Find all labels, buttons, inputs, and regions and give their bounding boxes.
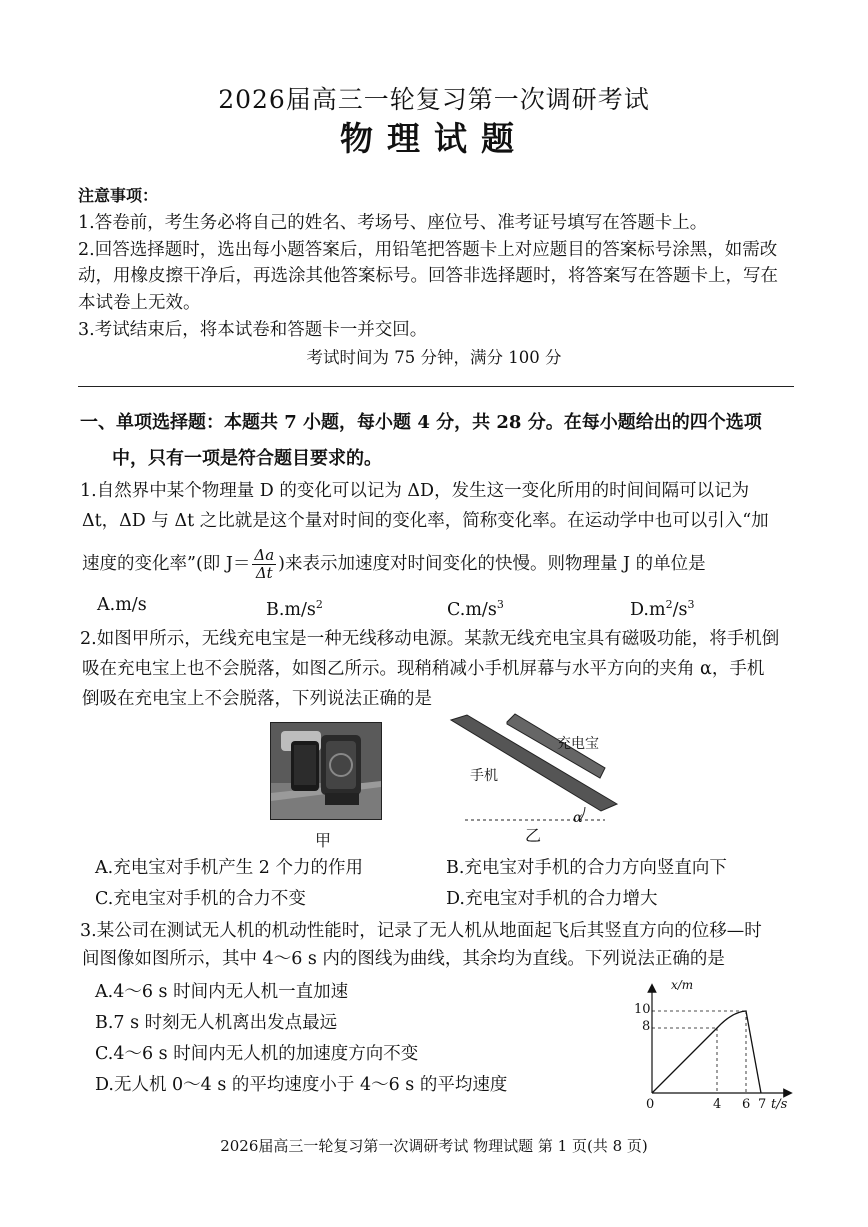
q1-option-b <box>266 592 323 623</box>
q1-option-d-mid: /s <box>672 599 688 620</box>
note-item-3: 3.考试结束后，将本试卷和答题卡一并交回。 <box>78 320 428 340</box>
figure-yi-caption: 乙 <box>525 826 542 845</box>
q3-option-b: B.7 s 时刻无人机离出发点最远 <box>95 1013 338 1033</box>
fraction-denominator: Δt <box>255 564 273 582</box>
figure-jia-photo <box>270 722 382 820</box>
q1-option-a: A.m/s <box>97 595 147 615</box>
q3-line-2: 间图像如图所示，其中 4～6 s 内的图线为曲线，其余均为直线。下列说法正确的是 <box>82 949 725 969</box>
q2-line-2: 吸在充电宝上也不会脱落，如图乙所示。现稍稍减小手机屏幕与水平方向的夹角 α，手机 <box>82 659 765 679</box>
graph-x-label: t/s <box>771 1097 788 1112</box>
q1-option-c-text: C.m/s <box>447 599 497 620</box>
q1-line-1: 1.自然界中某个物理量 D 的变化可以记为 ΔD，发生这一变化所用的时间间隔可以记为 <box>80 481 750 501</box>
q2-line-3: 倒吸在充电宝上不会脱落，下列说法正确的是 <box>82 689 432 709</box>
graph-x-tick-4: 4 <box>713 1097 722 1112</box>
page-footer: 2026届高三一轮复习第一次调研考试 物理试题 第 1 页(共 8 页) <box>220 1137 648 1155</box>
notes-heading: 注意事项： <box>78 186 159 205</box>
q3-line-1: 3.某公司在测试无人机的机动性能时，记录了无人机从地面起飞后其竖直方向的位移—时 <box>80 921 762 941</box>
displacement-curve <box>652 1011 761 1093</box>
q1-option-b-exponent: 2 <box>315 598 323 611</box>
q1-option-c <box>447 592 504 623</box>
q2-option-c: C.充电宝对手机的合力不变 <box>95 889 306 909</box>
q2-option-b: B.充电宝对手机的合力方向竖直向下 <box>446 858 727 878</box>
section-heading-line-2: 中，只有一项是符合题目要求的。 <box>112 448 382 469</box>
graph-y-tick-8: 8 <box>642 1019 651 1034</box>
note-item-1: 1.答卷前，考生务必将自己的姓名、考场号、座位号、准考证号填写在答题卡上。 <box>78 213 708 233</box>
q1-option-b-text: B.m/s <box>266 599 316 620</box>
graph-x-tick-6: 6 <box>742 1097 751 1112</box>
figure-jia-caption: 甲 <box>315 831 332 850</box>
q2-option-d: D.充电宝对手机的合力增大 <box>446 889 658 909</box>
q1-option-d-text: D.m <box>630 599 666 620</box>
section-heading-line-1: 一、单项选择题：本题共 7 小题，每小题 4 分，共 28 分。在每小题给出的四个选项 <box>80 412 762 433</box>
q3-option-c: C.4～6 s 时间内无人机的加速度方向不变 <box>95 1044 419 1064</box>
graph-y-label: x/m <box>671 978 694 992</box>
q1-line-3 <box>82 547 706 582</box>
fraction-numerator: Δa <box>254 546 275 564</box>
graph-x-tick-7: 7 <box>758 1097 767 1112</box>
q1-line-2: Δt，ΔD 与 Δt 之比就是这个量对时间的变化率，简称变化率。在运动学中也可以引入“加 <box>82 511 769 531</box>
q3-option-d: D.无人机 0～4 s 的平均速度小于 4～6 s 的平均速度 <box>95 1075 508 1095</box>
note-item-2-line-3: 本试卷上无效。 <box>78 293 201 313</box>
note-item-2-line-2: 动，用橡皮擦干净后，再选涂其他答案标号。回答非选择题时，将答案写在答题卡上，写在 <box>78 266 778 286</box>
note-item-2-line-1: 2.回答选择题时，选出每小题答案后，用铅笔把答题卡上对应题目的答案标号涂黑，如需改 <box>78 240 778 260</box>
graph-origin: 0 <box>646 1097 655 1112</box>
q3-option-a: A.4～6 s 时间内无人机一直加速 <box>95 982 349 1002</box>
q2-line-1: 2.如图甲所示，无线充电宝是一种无线移动电源。某款无线充电宝具有磁吸功能，将手机倒 <box>80 629 780 649</box>
q1-option-c-exponent: 3 <box>496 598 504 611</box>
q2-option-a: A.充电宝对手机产生 2 个力的作用 <box>95 858 363 878</box>
jerk-fraction <box>252 547 276 582</box>
q1-option-d <box>630 592 694 623</box>
exam-time-info: 考试时间为 75 分钟，满分 100 分 <box>306 348 562 367</box>
subject-title: 物理试题 <box>340 119 528 158</box>
alpha-label: α <box>573 810 583 826</box>
q3-xt-graph <box>628 976 798 1116</box>
q1-line-3-end: )来表示加速度对时间变化的快慢。则物理量 J 的单位是 <box>278 554 706 574</box>
header-divider <box>78 386 794 387</box>
exam-title: 2026届高三一轮复习第一次调研考试 <box>218 85 650 114</box>
q1-option-d-exponent-1: 2 <box>665 598 673 611</box>
q1-line-3-start: 速度的变化率”(即 J＝ <box>82 554 251 574</box>
q1-option-d-exponent-2: 3 <box>687 598 695 611</box>
graph-y-tick-10: 10 <box>634 1002 651 1017</box>
wireless-charger-photo <box>271 723 381 819</box>
power-bank-label: 充电宝 <box>557 736 599 752</box>
phone-label: 手机 <box>470 768 498 784</box>
